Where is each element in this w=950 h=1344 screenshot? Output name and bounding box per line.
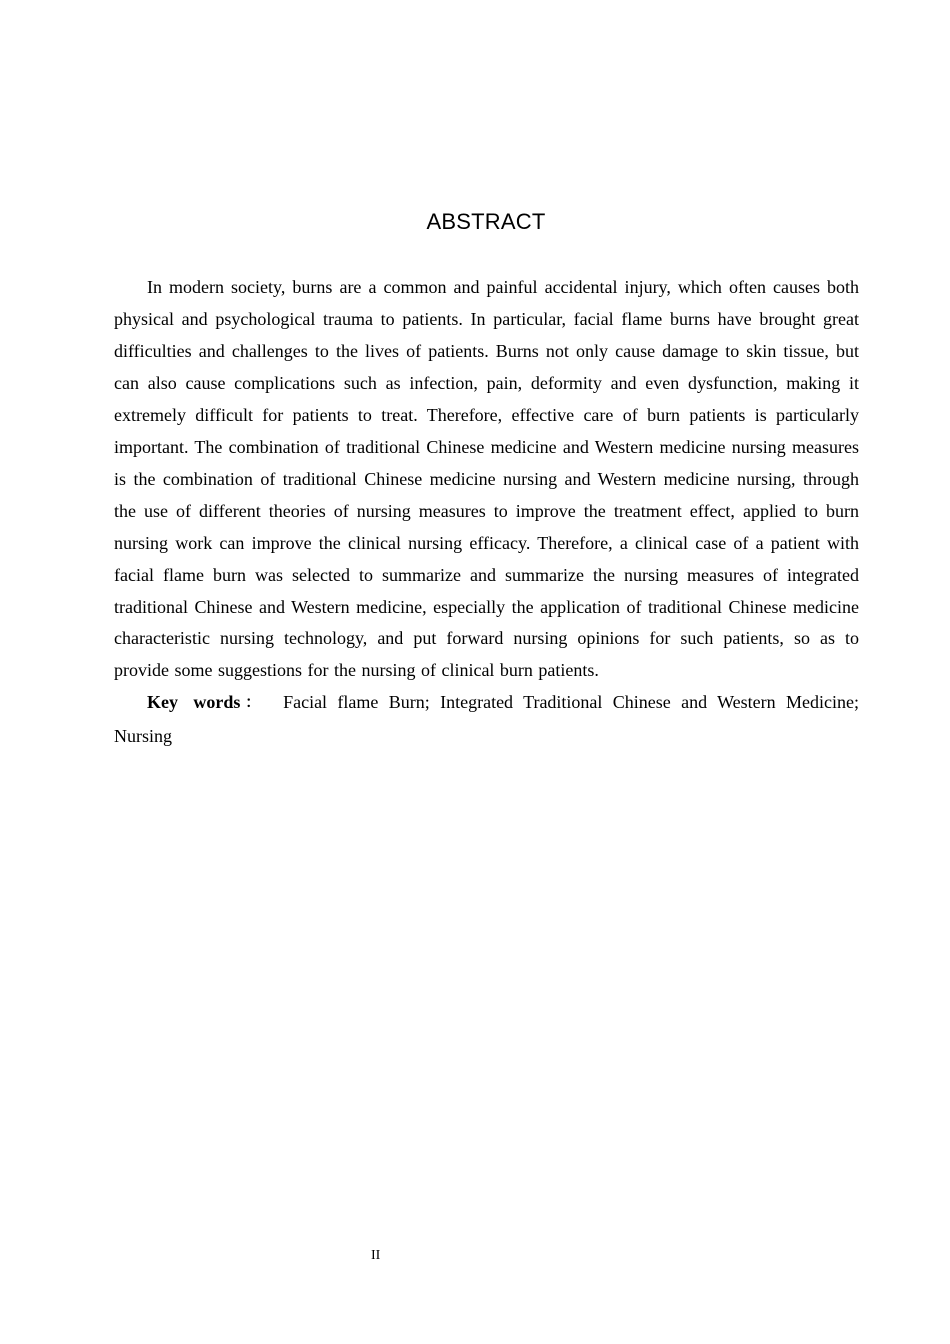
keywords-line bbox=[114, 687, 859, 753]
keywords-value: Facial flame Burn; Integrated Traditional Chinese and Western Medicine; Nursing bbox=[114, 692, 859, 747]
keywords-separator: ： bbox=[240, 695, 266, 712]
page-number: II bbox=[371, 1248, 381, 1263]
abstract-paragraph: In modern society, burns are a common and painful accidental injury, which often causes both physical and psychological trauma to patients. In particular, facial flame burns have brought great difficulties and challenges to the lives of patients. Burns not only cause damage to skin tissue, but can also cause complications such as infection, pain, deformity and even dysfunction, making it extremely difficult for patients to treat. Therefore, effective care of burn patients is particularly important. The combination of traditional Chinese medicine and Western medicine nursing measures is the combination of traditional Chinese medicine nursing and Western medicine nursing, through the use of different theories of nursing measures to improve the treatment effect, applied to burn nursing work can improve the clinical nursing efficacy. Therefore, a clinical case of a patient with facial flame burn was selected to summarize and summarize the nursing measures of integrated traditional Chinese and Western medicine, especially the application of traditional Chinese medicine characteristic nursing technology, and put forward nursing opinions for such patients, so as to provide some suggestions for the nursing of clinical burn patients. bbox=[114, 277, 859, 681]
abstract-body bbox=[114, 272, 859, 753]
keywords-label: Key words bbox=[147, 692, 241, 713]
abstract-title: ABSTRACT bbox=[426, 209, 546, 234]
